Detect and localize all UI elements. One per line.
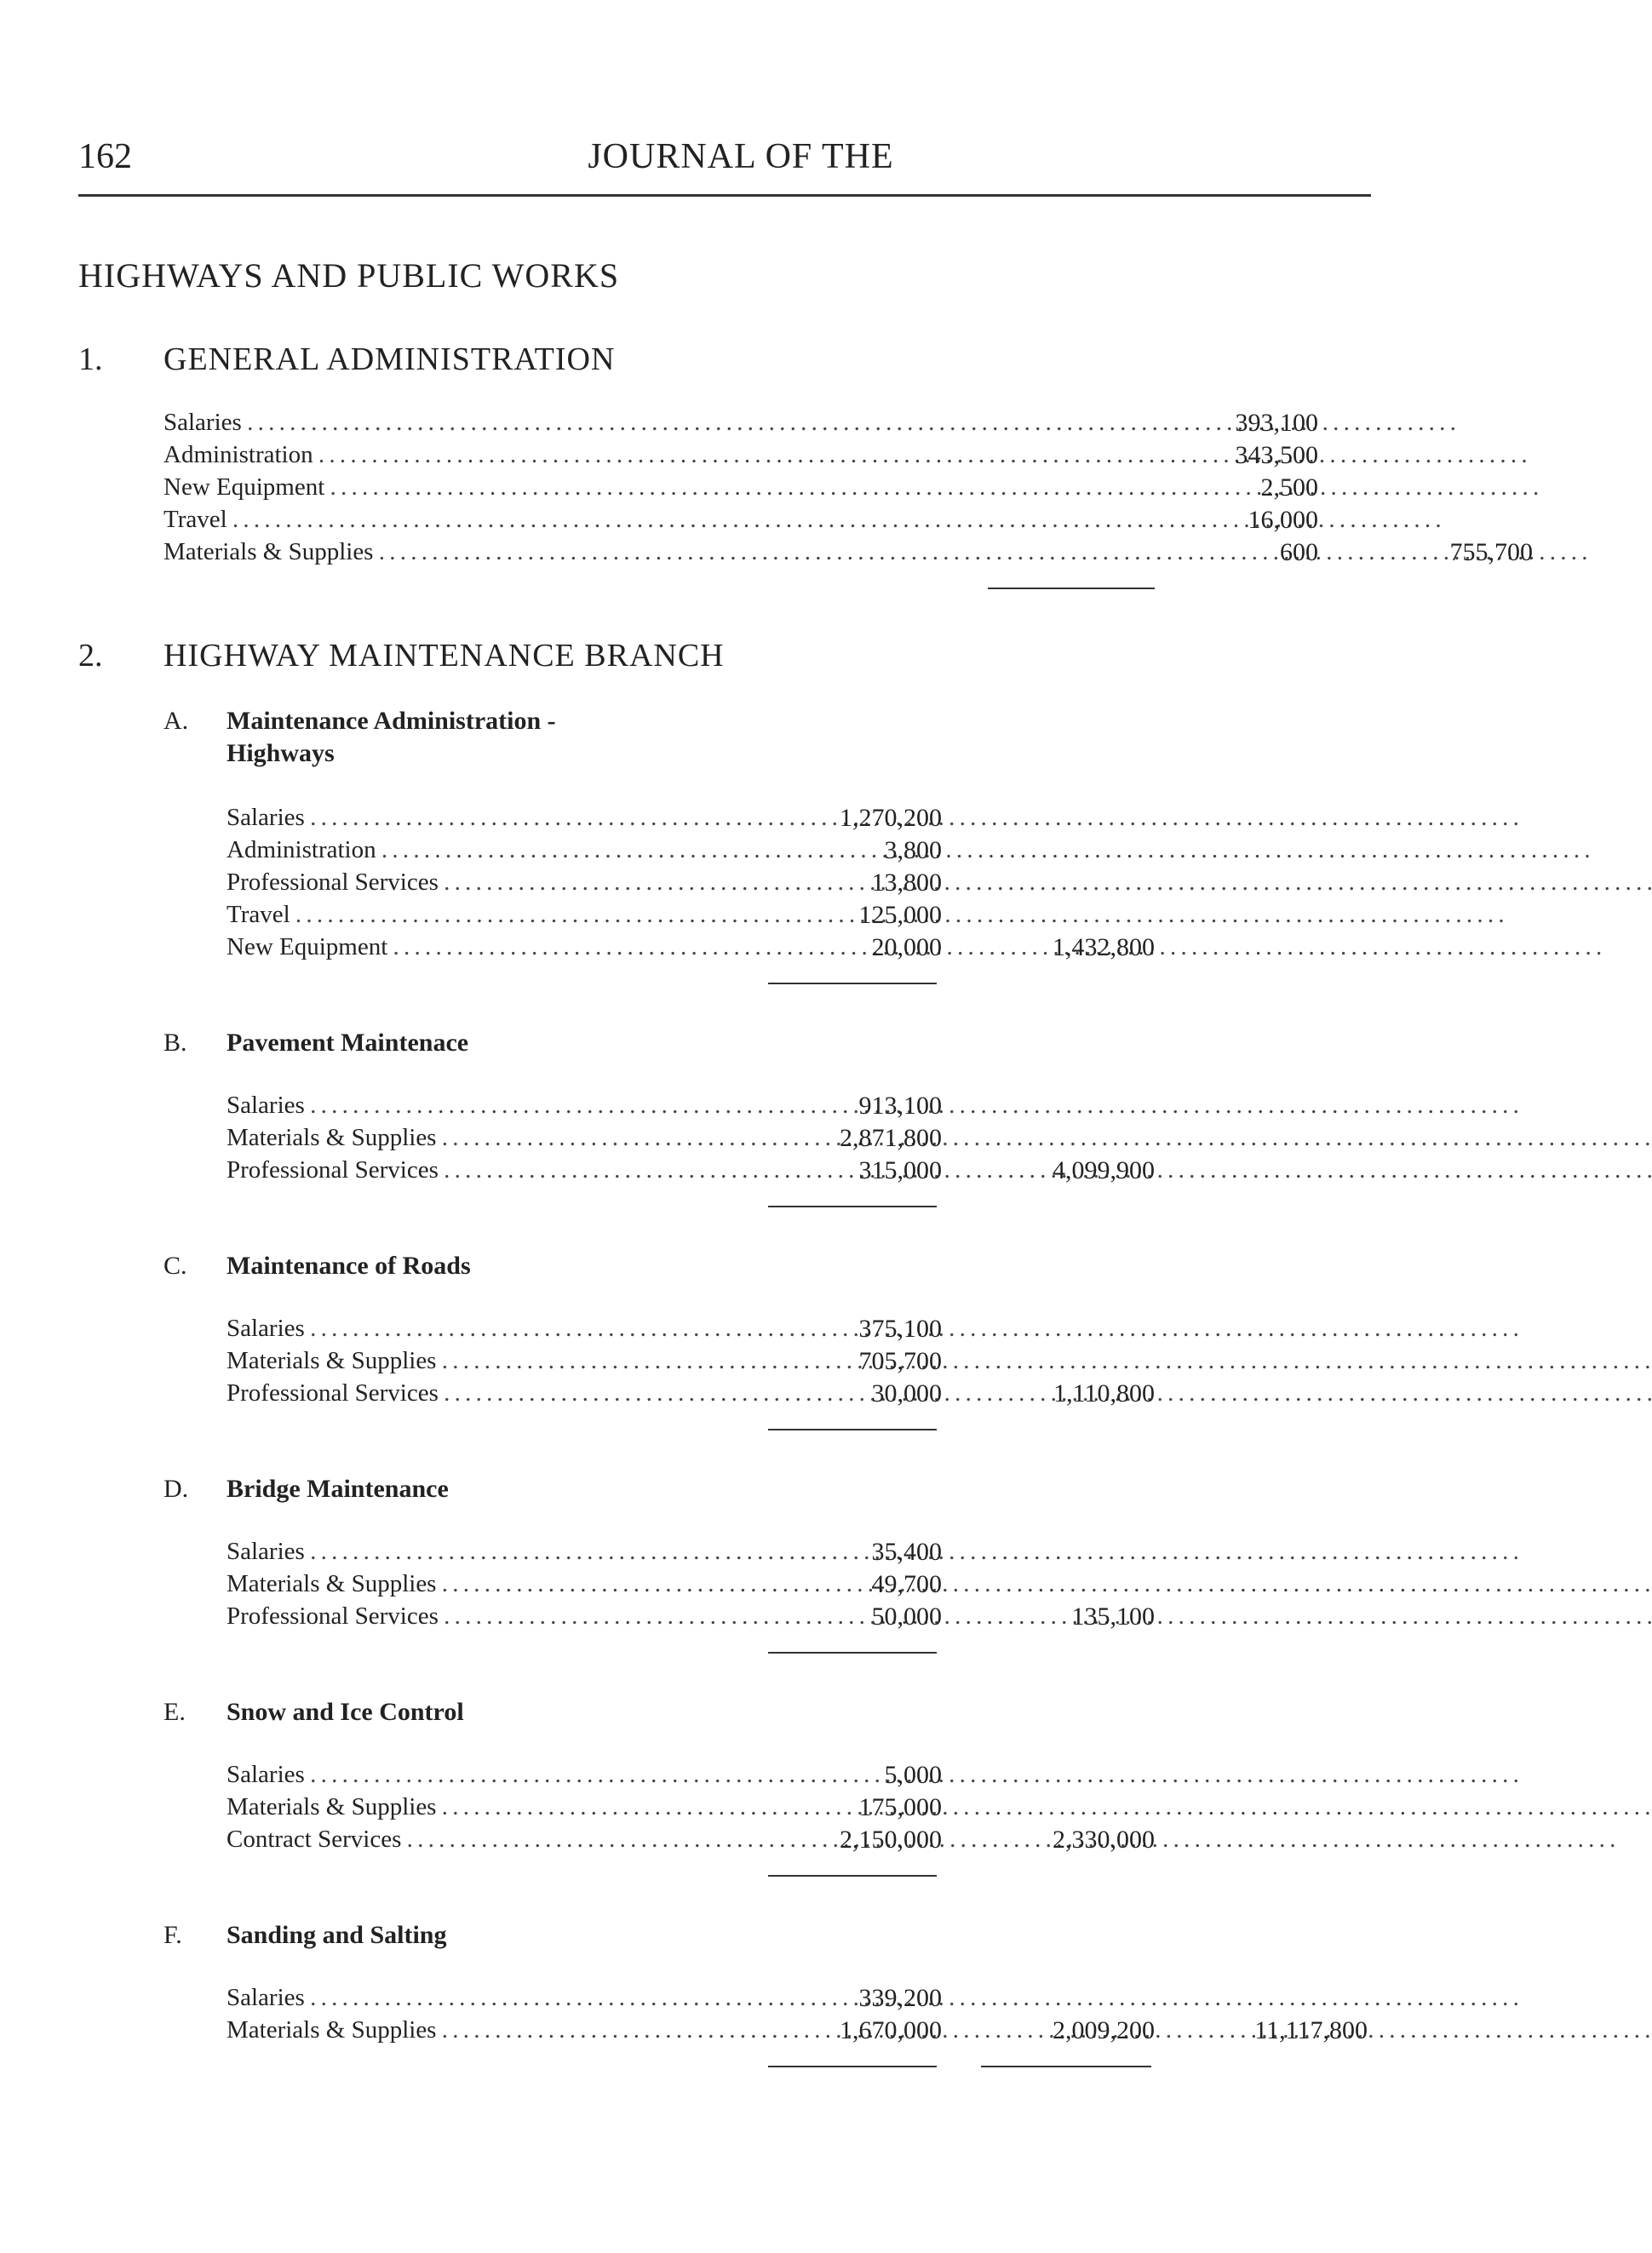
subtotal-rule — [768, 1429, 937, 1430]
line-item-amount: 315,000 — [858, 1156, 942, 1184]
line-item-amount: 1,670,000 — [840, 2016, 942, 2044]
line-item-amount: 600 — [1280, 538, 1318, 566]
line-item-amount: 2,150,000 — [840, 1826, 942, 1854]
line-item-label: New Equipment . . . — [227, 933, 724, 961]
line-item-label: Salaries . . . — [227, 1984, 724, 2012]
line-item-amount: 5,000 — [884, 1761, 942, 1789]
section-number: 2. — [78, 638, 103, 674]
department-title: HIGHWAYS AND PUBLIC WORKS — [78, 256, 620, 295]
subsection-letter: C. — [163, 1252, 187, 1280]
line-item-label: Travel . . . — [163, 506, 938, 534]
subsection-total: 2,330,000 — [1053, 1826, 1155, 1854]
section-title: HIGHWAY MAINTENANCE BRANCH — [163, 638, 725, 674]
line-item-label: Salaries . . . — [227, 1315, 724, 1343]
line-item-amount: 393,100 — [1235, 409, 1318, 437]
line-item — [163, 441, 1373, 473]
subsection-total: 1,432,800 — [1053, 933, 1155, 961]
line-item-label: Salaries . . . — [227, 804, 724, 832]
section-total: 755,700 — [1449, 538, 1533, 566]
line-item-amount: 16,000 — [1248, 506, 1318, 534]
subtotal-rule — [988, 588, 1155, 589]
line-item-label: Professional Services . . . — [227, 1379, 724, 1407]
subtotal-rule — [768, 2066, 937, 2067]
line-item-label: Salaries . . . — [227, 1538, 724, 1566]
line-item-amount: 1,270,200 — [840, 804, 942, 832]
section-title: GENERAL ADMINISTRATION — [163, 341, 616, 377]
subsection-title: Maintenance Administration - — [227, 707, 556, 735]
line-item-label: Contract Services . . . — [227, 1826, 724, 1854]
line-item-amount: 13,800 — [871, 869, 942, 897]
line-item-label: Salaries . . . — [227, 1092, 724, 1120]
line-item-label: Professional Services . . . — [227, 1156, 724, 1184]
subtotal-rule — [768, 1652, 937, 1654]
line-item — [163, 473, 1373, 506]
line-item — [227, 804, 1163, 836]
line-item — [227, 1602, 1163, 1635]
subsection-title: Maintenance of Roads — [227, 1252, 471, 1280]
line-item-amount: 20,000 — [871, 933, 942, 961]
line-item — [227, 1761, 1163, 1793]
subsection-letter: F. — [163, 1921, 182, 1949]
line-item-label: Administration . . . — [227, 836, 724, 864]
line-item-amount: 3,800 — [884, 836, 942, 864]
branch-total: 11,117,800 — [1254, 2016, 1368, 2044]
line-item-amount: 343,500 — [1235, 441, 1318, 469]
line-item-amount: 30,000 — [871, 1379, 942, 1407]
line-item-amount: 2,871,800 — [840, 1124, 942, 1152]
subsection-title: Pavement Maintenace — [227, 1029, 469, 1057]
line-item-amount: 175,000 — [858, 1793, 942, 1821]
line-item-amount: 2,500 — [1260, 473, 1318, 502]
line-item — [163, 409, 1373, 441]
line-item — [227, 1379, 1163, 1412]
subsection-title: Bridge Maintenance — [227, 1475, 449, 1503]
line-item — [227, 1124, 1163, 1156]
line-item-label: Professional Services . . . — [227, 869, 724, 897]
subsection-total: 4,099,900 — [1053, 1156, 1155, 1184]
line-item-amount: 125,000 — [858, 901, 942, 929]
line-item-label: Administration . . . — [163, 441, 938, 469]
subsection-letter: B. — [163, 1029, 187, 1057]
line-item-label: New Equipment . . . — [163, 473, 938, 502]
line-item — [227, 1315, 1163, 1347]
line-item-label: Travel . . . — [227, 901, 724, 929]
subsection-letter: D. — [163, 1475, 189, 1503]
line-item-amount: 49,700 — [871, 1570, 942, 1598]
line-item — [227, 1347, 1163, 1379]
subsection-letter: A. — [163, 707, 189, 735]
line-item — [227, 901, 1163, 933]
line-item — [227, 836, 1163, 869]
subsection-total: 1,110,800 — [1053, 1379, 1155, 1407]
subsection-total: 135,100 — [1071, 1602, 1155, 1631]
line-item — [227, 1826, 1163, 1858]
line-item-label: Salaries . . . — [163, 409, 938, 437]
line-item-amount: 705,700 — [858, 1347, 942, 1375]
line-item-label: Materials & Supplies . . . — [163, 538, 938, 566]
subsection-total: 2,009,200 — [1053, 2016, 1155, 2044]
line-item-label: Materials & Supplies . . . — [227, 1124, 724, 1152]
line-item-amount: 50,000 — [871, 1602, 942, 1631]
line-item-label: Materials & Supplies . . . — [227, 2016, 724, 2044]
line-item-label: Materials & Supplies . . . — [227, 1347, 724, 1375]
line-item — [227, 933, 1163, 966]
subsection-title-continued: Highways — [227, 739, 335, 767]
line-item — [163, 506, 1373, 538]
section-number: 1. — [78, 341, 103, 377]
subtotal-rule — [768, 1206, 937, 1207]
subtotal-rule — [768, 983, 937, 984]
subsection-letter: E. — [163, 1698, 186, 1726]
line-item — [227, 869, 1163, 901]
line-item-amount: 339,200 — [858, 1984, 942, 2012]
line-item — [227, 1793, 1163, 1826]
subsection-title: Snow and Ice Control — [227, 1698, 464, 1726]
line-item-label: Salaries . . . — [227, 1761, 724, 1789]
line-item — [227, 1538, 1163, 1570]
line-item — [227, 1984, 1376, 2016]
line-item-amount: 375,100 — [858, 1315, 942, 1343]
line-item-amount: 913,100 — [858, 1092, 942, 1120]
line-item-label: Materials & Supplies . . . — [227, 1570, 724, 1598]
line-item — [227, 1092, 1163, 1124]
running-title: JOURNAL OF THE — [588, 137, 894, 176]
line-item — [227, 1570, 1163, 1602]
header-rule — [78, 194, 1371, 197]
line-item — [163, 538, 1533, 570]
subsection-title: Sanding and Salting — [227, 1921, 447, 1949]
line-item-label: Materials & Supplies . . . — [227, 1793, 724, 1821]
total-rule — [981, 2066, 1151, 2067]
line-item-amount: 35,400 — [871, 1538, 942, 1566]
line-item — [227, 2016, 1376, 2049]
page-number: 162 — [78, 137, 132, 176]
subtotal-rule — [768, 1875, 937, 1877]
line-item-label: Professional Services . . . — [227, 1602, 724, 1631]
line-item — [227, 1156, 1163, 1189]
